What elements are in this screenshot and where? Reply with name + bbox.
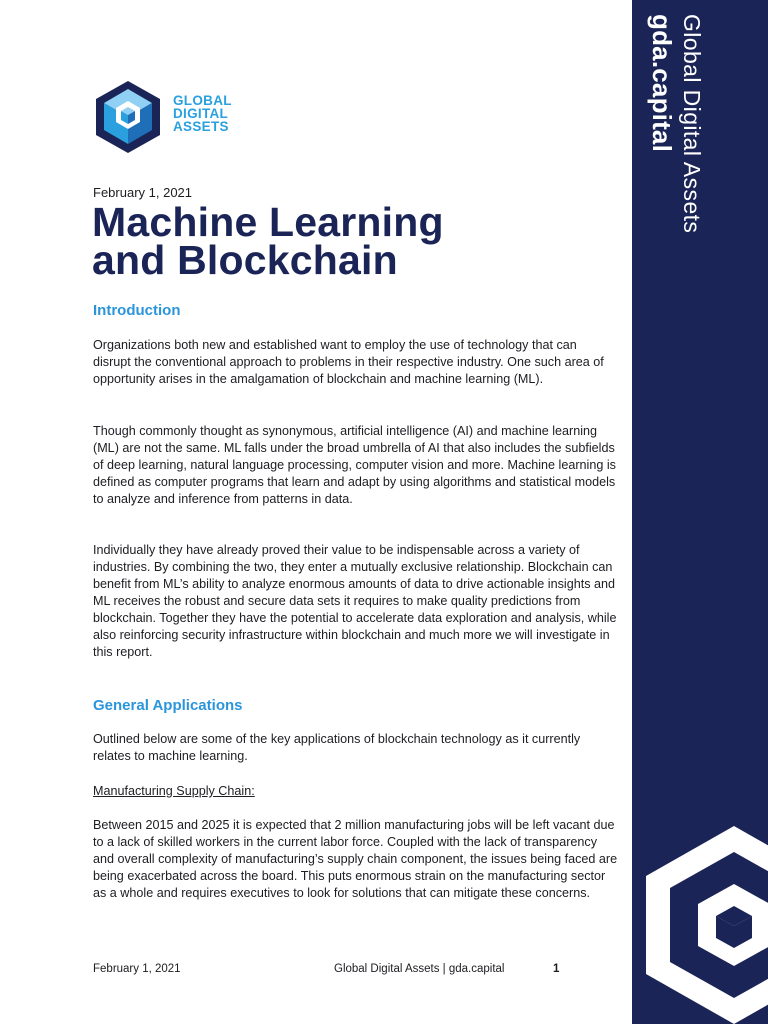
- applications-paragraph: Outlined below are some of the key applications of blockchain technology as it currently relates to machine learning.: [93, 732, 581, 763]
- intro-paragraph-1: Organizations both new and established want to employ the use of technology that can disrupt the conventional approach to problems in their respective industry. One such area of opportunity arises in the amalgamation of blockchain and machine learning (ML).: [93, 338, 604, 386]
- document-date: February 1, 2021: [93, 185, 193, 200]
- logo-wordmark: [173, 94, 232, 133]
- general-applications-heading: General Applications: [93, 697, 243, 714]
- side-company-name: Global Digital Assets: [679, 14, 705, 234]
- company-logo: [93, 79, 253, 153]
- side-domain: gda.capital: [647, 14, 677, 153]
- introduction-heading: Introduction: [93, 302, 181, 319]
- manufacturing-supply-chain-subheading: Manufacturing Supply Chain:: [93, 784, 255, 798]
- band-cube-mark-icon: [632, 824, 768, 1024]
- logo-line-assets: ASSETS: [173, 119, 229, 134]
- document-title: [92, 199, 612, 283]
- page-number: 1: [553, 963, 560, 975]
- cube-logo-icon: [93, 79, 163, 153]
- logo-line-digital: DIGITAL: [173, 106, 229, 121]
- title-line-1: Machine Learning: [92, 199, 444, 245]
- logo-line-global: GLOBAL: [173, 93, 232, 108]
- supply-chain-paragraph: Between 2015 and 2025 it is expected that 2 million manufacturing jobs will be left vacant due to a lack of skilled workers in the current labor force. Coupled with the lack of transparency and overall complexity of manufacturing’s supply chain component, the issues being faced are being exacerbated across the board. This puts enormous strain on the manufacturing sector as a whole and requires executives to look for solutions that can mitigate these concerns.: [93, 818, 618, 900]
- footer-date: February 1, 2021: [93, 963, 181, 975]
- intro-paragraph-3: Individually they have already proved their value to be indispensable across a variety of industries. By combining the two, they enter a mutually exclusive relationship. Blockchain can benefit from ML’s ability to analyze enormous amounts of data to drive actionable insights and ML receives the robust and secure data sets it requires to make quality predictions from blockchain. Together they have the potential to accelerate data exploration and analysis, while also reinforcing security infrastructure within blockchain and much more we will investigate in this report.: [93, 543, 617, 659]
- title-line-2: and Blockchain: [92, 237, 398, 283]
- intro-paragraph-2: Though commonly thought as synonymous, artificial intelligence (AI) and machine learning (ML) are not the same. ML falls under the broad umbrella of AI that also includes the subfields of deep learning, natural language processing, computer vision and more. Machine learning is defined as computer programs that learn and adapt by using algorithms and statistical models to analyze and inference from patterns in data.: [93, 424, 616, 506]
- footer-source: Global Digital Assets | gda.capital: [334, 963, 505, 975]
